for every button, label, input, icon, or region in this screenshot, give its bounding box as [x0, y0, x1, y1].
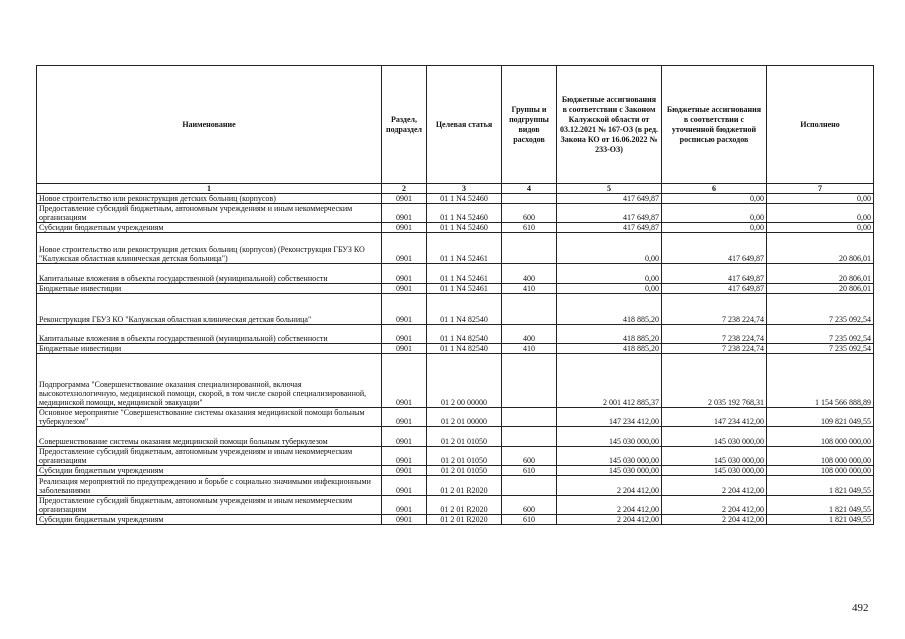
row-executed: 0,00 [767, 223, 874, 233]
row-refined-allocation: 145 030 000,00 [662, 447, 767, 466]
row-refined-allocation: 7 238 224,74 [662, 344, 767, 354]
row-expense-group: 600 [502, 496, 557, 515]
row-target-article: 01 1 N4 52461 [427, 264, 502, 284]
row-target-article: 01 1 N4 52461 [427, 284, 502, 294]
table-row [37, 496, 874, 515]
row-section: 0901 [382, 284, 427, 294]
row-target-article: 01 1 N4 82540 [427, 325, 502, 344]
row-law-allocation: 2 204 412,00 [557, 515, 662, 525]
row-target-article: 01 2 01 01050 [427, 427, 502, 447]
header-row [37, 66, 874, 184]
row-refined-allocation: 2 035 192 768,31 [662, 354, 767, 408]
row-section: 0901 [382, 194, 427, 204]
row-expense-group: 410 [502, 344, 557, 354]
row-expense-group: 610 [502, 466, 557, 476]
row-name: Совершенствование системы оказания медицинской помощи больным туберкулезом [37, 427, 382, 447]
row-target-article: 01 2 01 R2020 [427, 496, 502, 515]
row-name: Капитальные вложения в объекты государственной (муниципальной) собственности [37, 264, 382, 284]
row-section: 0901 [382, 344, 427, 354]
row-executed: 20 806,01 [767, 284, 874, 294]
table-row [37, 264, 874, 284]
row-target-article: 01 1 N4 52460 [427, 223, 502, 233]
row-target-article: 01 1 N4 52460 [427, 194, 502, 204]
row-law-allocation: 0,00 [557, 233, 662, 264]
table-row [37, 284, 874, 294]
row-executed: 7 235 092,54 [767, 344, 874, 354]
row-section: 0901 [382, 515, 427, 525]
row-section: 0901 [382, 447, 427, 466]
row-law-allocation: 145 030 000,00 [557, 427, 662, 447]
row-executed: 7 235 092,54 [767, 325, 874, 344]
row-law-allocation: 417 649,87 [557, 204, 662, 223]
column-number: 1 [37, 184, 382, 194]
table-row [37, 194, 874, 204]
column-number: 5 [557, 184, 662, 194]
row-law-allocation: 417 649,87 [557, 223, 662, 233]
table-row [37, 476, 874, 496]
row-expense-group: 400 [502, 325, 557, 344]
table-row [37, 223, 874, 233]
row-executed: 7 235 092,54 [767, 294, 874, 325]
column-header-section: Раздел, подраздел [382, 66, 427, 184]
column-number: 6 [662, 184, 767, 194]
row-section: 0901 [382, 233, 427, 264]
table-row [37, 344, 874, 354]
row-section: 0901 [382, 204, 427, 223]
row-name: Основное мероприятие "Совершенствование системы оказания медицинской помощи больным туберкулезом" [37, 408, 382, 427]
row-name: Предоставление субсидий бюджетным, автономным учреждениям и иным некоммерческим организациям [37, 204, 382, 223]
row-section: 0901 [382, 466, 427, 476]
row-expense-group [502, 408, 557, 427]
row-target-article: 01 2 01 R2020 [427, 515, 502, 525]
row-name: Предоставление субсидий бюджетным, автономным учреждениям и иным некоммерческим организациям [37, 496, 382, 515]
row-section: 0901 [382, 325, 427, 344]
row-section: 0901 [382, 476, 427, 496]
table-row [37, 408, 874, 427]
column-header-target-article: Целевая статья [427, 66, 502, 184]
row-refined-allocation: 2 204 412,00 [662, 476, 767, 496]
row-refined-allocation: 145 030 000,00 [662, 466, 767, 476]
row-law-allocation: 2 204 412,00 [557, 476, 662, 496]
row-section: 0901 [382, 294, 427, 325]
row-refined-allocation: 7 238 224,74 [662, 325, 767, 344]
row-law-allocation: 2 204 412,00 [557, 496, 662, 515]
row-section: 0901 [382, 427, 427, 447]
page-number: 492 [852, 602, 869, 614]
table-body [37, 194, 874, 525]
row-name: Субсидии бюджетным учреждениям [37, 223, 382, 233]
row-refined-allocation: 0,00 [662, 223, 767, 233]
row-executed: 108 000 000,00 [767, 447, 874, 466]
row-name: Бюджетные инвестиции [37, 344, 382, 354]
column-number: 7 [767, 184, 874, 194]
row-refined-allocation: 145 030 000,00 [662, 427, 767, 447]
row-expense-group: 610 [502, 223, 557, 233]
row-name: Субсидии бюджетным учреждениям [37, 515, 382, 525]
row-expense-group [502, 476, 557, 496]
row-refined-allocation: 147 234 412,00 [662, 408, 767, 427]
row-target-article: 01 2 01 00000 [427, 408, 502, 427]
column-header-law-allocation: Бюджетные ассигнования в соответствии с Законом Калужской области от 03.12.2021 № 167-ОЗ (в ред. Закона КО от 16.06.2022 № 233-ОЗ) [557, 66, 662, 184]
row-name: Бюджетные инвестиции [37, 284, 382, 294]
row-name: Реконструкция ГБУЗ КО "Калужская областная клиническая детская больница" [37, 294, 382, 325]
row-law-allocation: 417 649,87 [557, 194, 662, 204]
row-executed: 0,00 [767, 204, 874, 223]
row-refined-allocation: 417 649,87 [662, 233, 767, 264]
column-header-name: Наименование [37, 66, 382, 184]
row-name: Реализация мероприятий по предупреждению и борьбе с социально значимыми инфекционными заболеваниями [37, 476, 382, 496]
row-law-allocation: 145 030 000,00 [557, 447, 662, 466]
row-executed: 0,00 [767, 194, 874, 204]
row-executed: 1 821 049,55 [767, 515, 874, 525]
table-row [37, 233, 874, 264]
column-number: 2 [382, 184, 427, 194]
column-header-expense-group: Группы и подгруппы видов расходов [502, 66, 557, 184]
row-expense-group: 610 [502, 515, 557, 525]
row-executed: 109 821 049,55 [767, 408, 874, 427]
row-target-article: 01 1 N4 52461 [427, 233, 502, 264]
table-row [37, 294, 874, 325]
row-law-allocation: 147 234 412,00 [557, 408, 662, 427]
row-target-article: 01 2 01 01050 [427, 466, 502, 476]
table-row [37, 325, 874, 344]
row-name: Предоставление субсидий бюджетным, автономным учреждениям и иным некоммерческим организациям [37, 447, 382, 466]
row-section: 0901 [382, 496, 427, 515]
column-header-refined-allocation: Бюджетные ассигнования в соответствии с уточненной бюджетной росписью расходов [662, 66, 767, 184]
row-refined-allocation: 2 204 412,00 [662, 515, 767, 525]
table-row [37, 427, 874, 447]
column-number: 3 [427, 184, 502, 194]
table-row [37, 204, 874, 223]
row-expense-group [502, 294, 557, 325]
row-expense-group [502, 194, 557, 204]
row-refined-allocation: 7 238 224,74 [662, 294, 767, 325]
column-number-row [37, 184, 874, 194]
row-executed: 20 806,01 [767, 264, 874, 284]
row-name: Новое строительство или реконструкция детских больниц (корпусов) [37, 194, 382, 204]
row-refined-allocation: 417 649,87 [662, 264, 767, 284]
budget-table [36, 65, 874, 525]
row-executed: 108 000 000,00 [767, 427, 874, 447]
row-section: 0901 [382, 264, 427, 284]
row-expense-group [502, 427, 557, 447]
table-row [37, 354, 874, 408]
row-refined-allocation: 2 204 412,00 [662, 496, 767, 515]
row-refined-allocation: 0,00 [662, 204, 767, 223]
column-header-executed: Исполнено [767, 66, 874, 184]
row-executed: 1 821 049,55 [767, 476, 874, 496]
row-refined-allocation: 0,00 [662, 194, 767, 204]
row-executed: 1 154 566 888,89 [767, 354, 874, 408]
table-row [37, 447, 874, 466]
row-target-article: 01 1 N4 52460 [427, 204, 502, 223]
row-target-article: 01 1 N4 82540 [427, 294, 502, 325]
row-executed: 1 821 049,55 [767, 496, 874, 515]
row-target-article: 01 2 00 00000 [427, 354, 502, 408]
row-name: Подпрограмма "Совершенствование оказания специализированной, включая высокотехнологичную, медицинской помощи, скорой, в том числе скорой специализированной, медицинской помощи, медицинской эвакуации" [37, 354, 382, 408]
row-law-allocation: 145 030 000,00 [557, 466, 662, 476]
row-target-article: 01 2 01 R2020 [427, 476, 502, 496]
row-law-allocation: 0,00 [557, 284, 662, 294]
row-expense-group: 400 [502, 264, 557, 284]
row-expense-group: 600 [502, 447, 557, 466]
table-row [37, 466, 874, 476]
row-expense-group: 600 [502, 204, 557, 223]
row-law-allocation: 418 885,20 [557, 325, 662, 344]
row-section: 0901 [382, 408, 427, 427]
row-name: Капитальные вложения в объекты государственной (муниципальной) собственности [37, 325, 382, 344]
row-name: Субсидии бюджетным учреждениям [37, 466, 382, 476]
row-section: 0901 [382, 223, 427, 233]
table-row [37, 515, 874, 525]
row-target-article: 01 1 N4 82540 [427, 344, 502, 354]
row-executed: 20 806,01 [767, 233, 874, 264]
row-section: 0901 [382, 354, 427, 408]
row-target-article: 01 2 01 01050 [427, 447, 502, 466]
row-law-allocation: 2 001 412 885,37 [557, 354, 662, 408]
row-executed: 108 000 000,00 [767, 466, 874, 476]
row-law-allocation: 0,00 [557, 264, 662, 284]
row-law-allocation: 418 885,20 [557, 344, 662, 354]
column-number: 4 [502, 184, 557, 194]
row-expense-group [502, 354, 557, 408]
row-expense-group [502, 233, 557, 264]
row-law-allocation: 418 885,20 [557, 294, 662, 325]
row-refined-allocation: 417 649,87 [662, 284, 767, 294]
row-name: Новое строительство или реконструкция детских больниц (корпусов) (Реконструкция ГБУЗ КО "Калужская областная клиническая детская больница") [37, 233, 382, 264]
row-expense-group: 410 [502, 284, 557, 294]
